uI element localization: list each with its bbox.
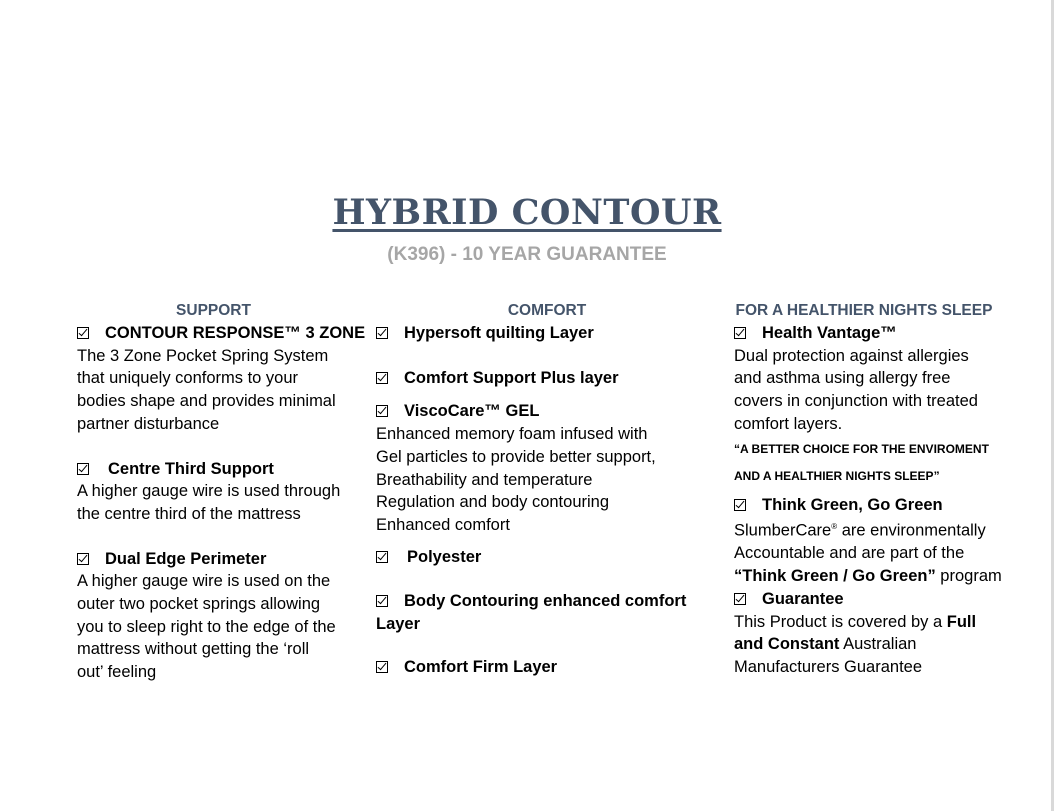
text-line: The 3 Zone Pocket Spring System (77, 346, 329, 365)
text-line: outer two pocket springs allowing (77, 595, 321, 614)
text-line: This Product is covered by a Full (734, 612, 977, 631)
checkbox-icon (77, 327, 89, 339)
document-subtitle: (K396) - 10 YEAR GUARANTEE (387, 244, 667, 265)
text-line: Enhanced comfort (376, 515, 510, 534)
checkbox-icon (376, 551, 388, 563)
text-line: Manufacturers Guarantee (734, 657, 923, 676)
support-item-title: Centre Third Support (77, 458, 362, 481)
checkbox-icon (376, 405, 388, 417)
checkbox-icon (734, 327, 746, 339)
comfort-item-title: ViscoCare™ GEL (376, 400, 706, 423)
comfort-item-title: Comfort Support Plus layer (376, 367, 706, 390)
text-line: that uniquely conforms to your (77, 369, 299, 388)
checkbox-icon (734, 593, 746, 605)
support-column (77, 300, 366, 684)
support-item-title: CONTOUR RESPONSE™ 3 ZONE (77, 322, 362, 345)
comfort-item-title-cont: Layer (376, 615, 421, 634)
text-line: and asthma using allergy free (734, 369, 951, 388)
text-line: Enhanced memory foam infused with (376, 425, 648, 444)
text-line: Regulation and body contouring (376, 493, 610, 512)
health-item-title: Guarantee (734, 588, 1014, 611)
text-line: A higher gauge wire is used through (77, 482, 341, 501)
text-line: mattress without getting the ‘roll (77, 640, 310, 659)
text-line: Accountable and are part of the (734, 544, 965, 563)
health-item-title: Health Vantage™ (734, 322, 1014, 345)
comfort-heading: COMFORT (507, 302, 587, 319)
text-line: Gel particles to provide better support, (376, 447, 656, 466)
text-line: Dual protection against allergies (734, 346, 969, 365)
comfort-item-title: Body Contouring enhanced comfort (376, 590, 706, 613)
text-line: the centre third of the mattress (77, 504, 301, 523)
text-line: SlumberCare® are environmentally (734, 521, 986, 540)
checkbox-icon (376, 661, 388, 673)
text-line: out’ feeling (77, 663, 157, 682)
text-line: covers in conjunction with treated (734, 392, 978, 411)
health-item-title: Think Green, Go Green (734, 494, 1014, 517)
health-heading: FOR A HEALTHIER NIGHTS SLEEP (735, 302, 993, 319)
text-line: Breathability and temperature (376, 470, 593, 489)
checkbox-icon (376, 595, 388, 607)
comfort-column (376, 300, 706, 678)
text-line: A higher gauge wire is used on the (77, 572, 331, 591)
document-title: HYBRID CONTOUR (332, 192, 722, 233)
health-column (734, 300, 1014, 679)
text-line: you to sleep right to the edge of the (77, 617, 336, 636)
quote-line: AND A HEALTHIER NIGHTS SLEEP” (734, 468, 940, 483)
quote-line: “A BETTER CHOICE FOR THE ENVIROMENT (734, 441, 989, 456)
text-line: and Constant Australian (734, 635, 917, 654)
checkbox-icon (77, 463, 89, 475)
text-line: partner disturbance (77, 414, 220, 433)
checkbox-icon (734, 499, 746, 511)
comfort-item-title: Polyester (376, 546, 706, 569)
support-heading: SUPPORT (176, 302, 251, 319)
support-item-title: Dual Edge Perimeter (77, 548, 362, 571)
checkbox-icon (376, 327, 388, 339)
checkbox-icon (376, 372, 388, 384)
text-line: bodies shape and provides minimal (77, 392, 336, 411)
comfort-item-title: Comfort Firm Layer (376, 656, 706, 679)
text-line: comfort layers. (734, 414, 843, 433)
text-line: “Think Green / Go Green” program (734, 567, 1002, 586)
comfort-item-title: Hypersoft quilting Layer (376, 322, 706, 345)
checkbox-icon (77, 553, 89, 565)
